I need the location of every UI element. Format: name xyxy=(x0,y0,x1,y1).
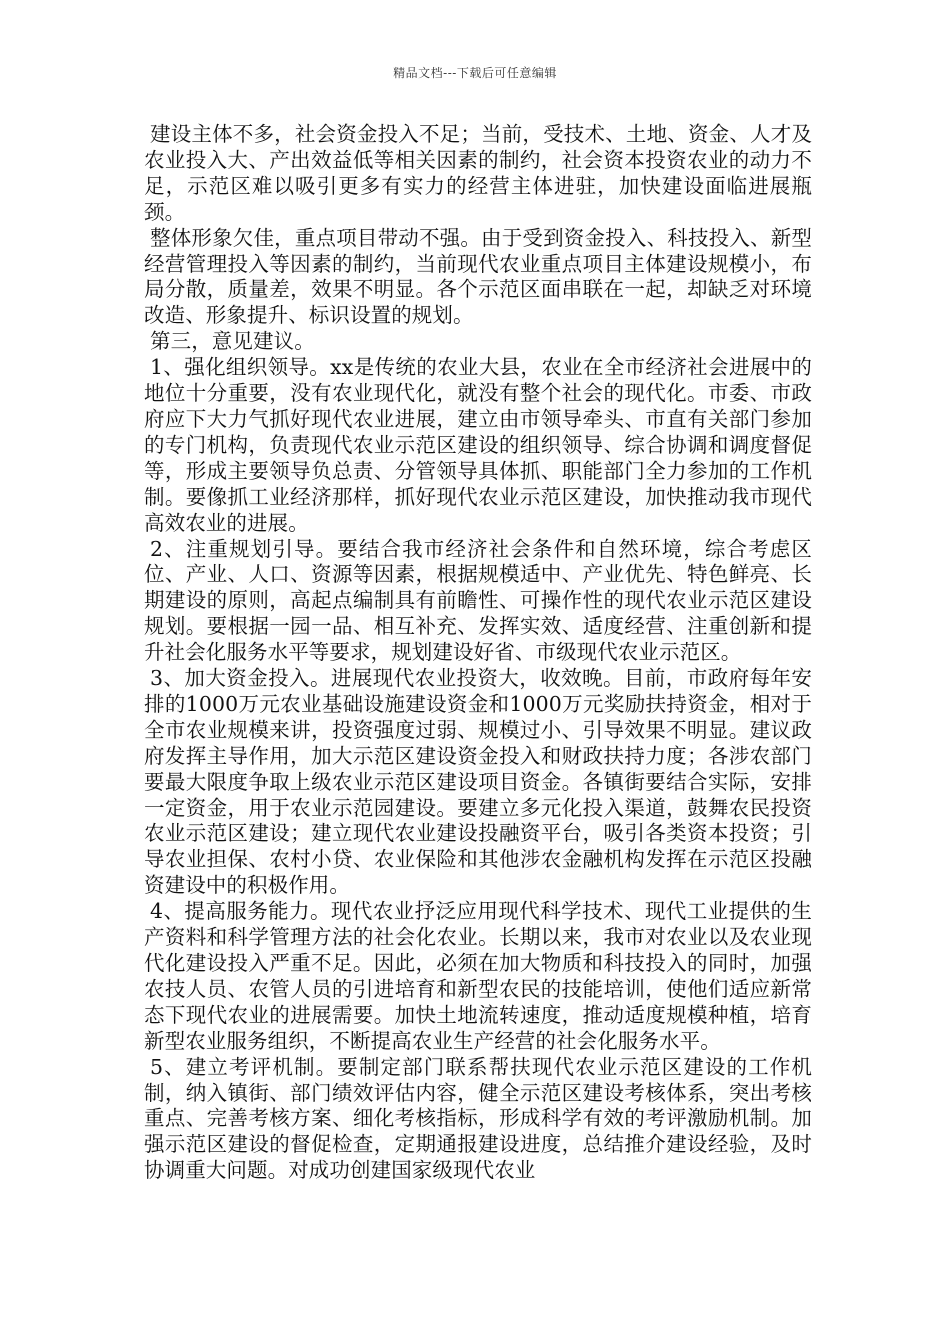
paragraph-item-2: 2、注重规划引导。要结合我市经济社会条件和自然环境，综合考虑区位、产业、人口、资源等因素，根据规模适中、产业优先、特色鲜亮、长期建设的原则，高起点编制具有前瞻性、可操作性的现代农业示范区建设规划。要根据一园一品、相互补充、发挥实效、适度经营、注重创新和提升社会化服务水平等要求，规划建设好省、市级现代农业示范区。 xyxy=(144,536,812,665)
paragraph-item-1: 1、强化组织领导。xx是传统的农业大县，农业在全市经济社会进展中的地位十分重要，没有农业现代化，就没有整个社会的现代化。市委、市政府应下大力气抓好现代农业进展，建立由市领导牵头、市直有关部门参加的专门机构，负责现代农业示范区建设的组织领导、综合协调和调度督促等，形成主要领导负总责、分管领导具体抓、职能部门全力参加的工作机制。要像抓工业经济那样，抓好现代农业示范区建设，加快推动我市现代高效农业的进展。 xyxy=(144,355,812,535)
paragraph-item-3: 3、加大资金投入。进展现代农业投资大，收效晚。目前，市政府每年安排的1000万元农业基础设施建设资金和1000万元奖励扶持资金，相对于全市农业规模来讲，投资强度过弱、规模过小、引导效果不明显。建议政府发挥主导作用，加大示范区建设资金投入和财政扶持力度；各涉农部门要最大限度争取上级农业示范区建设项目资金。各镇街要结合实际，安排一定资金，用于农业示范园建设。要建立多元化投入渠道，鼓舞农民投资农业示范区建设；建立现代农业建设投融资平台，吸引各类资本投资；引导农业担保、农村小贷、农业保险和其他涉农金融机构发挥在示范区投融资建设中的积极作用。 xyxy=(144,666,812,898)
paragraph-main-subjects: 建设主体不多，社会资金投入不足；当前，受技术、土地、资金、人才及农业投入大、产出效益低等相关因素的制约，社会资本投资农业的动力不足，示范区难以吸引更多有实力的经营主体进驻，加快建设面临进展瓶颈。 xyxy=(144,122,812,224)
paragraph-item-5: 5、建立考评机制。要制定部门联系帮扶现代农业示范区建设的工作机制，纳入镇街、部门绩效评估内容，健全示范区建设考核体系，突出考核重点、完善考核方案、细化考核指标，形成科学有效的考评激励机制。加强示范区建设的督促检查，定期通报建设进度，总结推介建设经验，及时协调重大问题。对成功创建国家级现代农业 xyxy=(144,1054,812,1183)
page-header: 精品文档---下载后可任意编辑 xyxy=(393,66,557,80)
document-body xyxy=(144,122,812,1184)
paragraph-item-4: 4、提高服务能力。现代农业抒泛应用现代科学技术、现代工业提供的生产资料和科学管理方法的社会化农业。长期以来，我市对农业以及农业现代化建设投入严重不足。因此，必须在加大物质和科技投入的同时，加强农技人员、农管人员的引进培育和新型农民的技能培训，使他们适应新常态下现代农业的进展需要。加快土地流转速度，推动适度规模种植，培育新型农业服务组织，不断提高农业生产经营的社会化服务水平。 xyxy=(144,899,812,1053)
section-heading-suggestions: 第三，意见建议。 xyxy=(150,329,315,354)
paragraph-overall-image: 整体形象欠佳，重点项目带动不强。由于受到资金投入、科技投入、新型经营管理投入等因素的制约，当前现代农业重点项目主体建设规模小，布局分散，质量差，效果不明显。各个示范区面串联在一起，却缺乏对环境改造、形象提升、标识设置的规划。 xyxy=(144,225,812,328)
